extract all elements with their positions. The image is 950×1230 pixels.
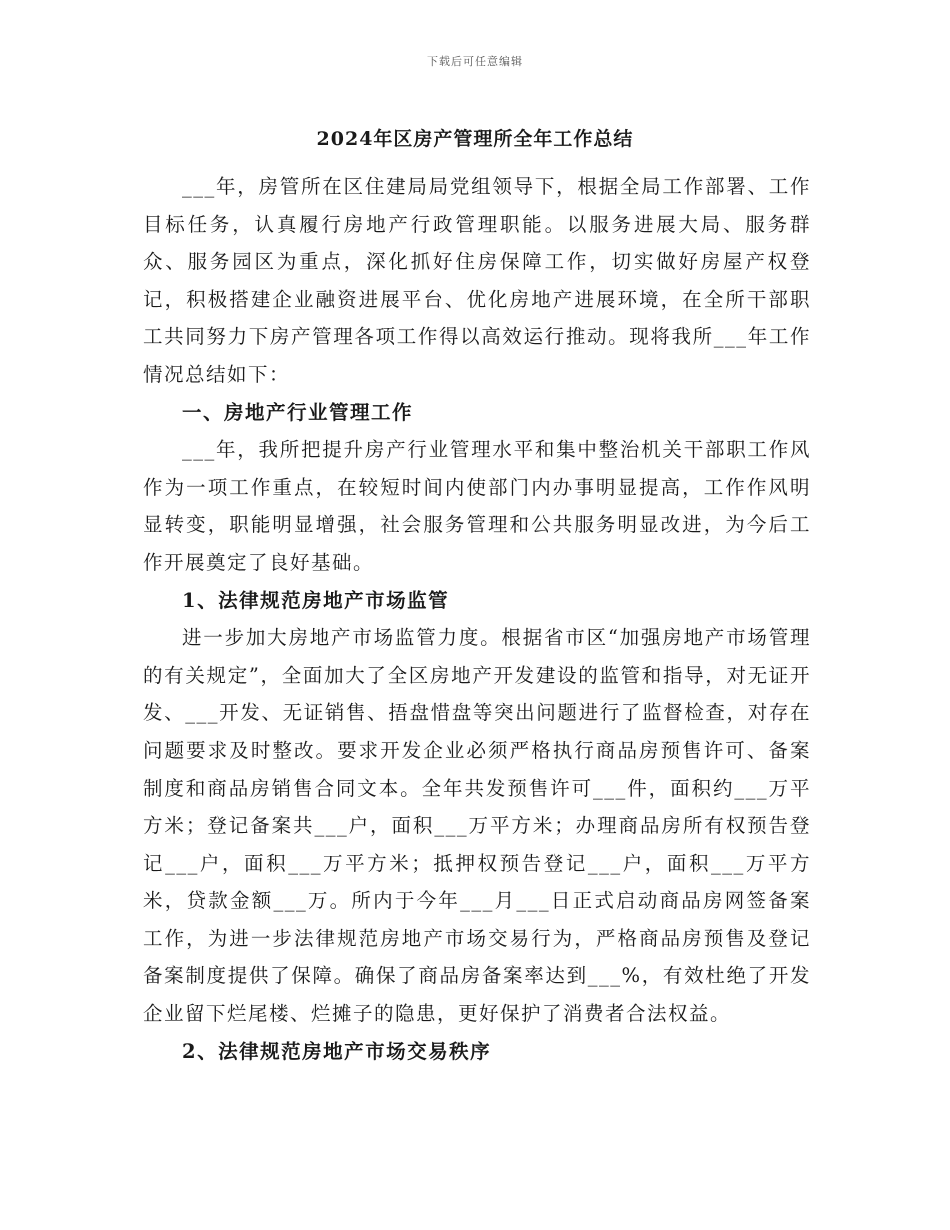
subsection-heading-2: 2、法律规范房地产市场交易秩序 (182, 1039, 492, 1063)
document-body (143, 168, 811, 1070)
subsection-paragraph-1: 进一步加大房地产市场监管力度。根据省市区“加强房地产市场管理的有关规定”，全面加大了全区房地产开发建设的监管和指导，对无证开发、___开发、无证销售、捂盘惜盘等突出问题进行了监督检查，对存在问题要求及时整改。要求开发企业必须严格执行商品房预售许可、备案制度和商品房销售合同文本。全年共发预售许可___件，面积约___万平方米；登记备案共___户，面积___万平方米；办理商品房所有权预告登记___户，面积___万平方米；抵押权预告登记___户，面积___万平方米，贷款金额___万。所内于今年___月___日正式启动商品房网签备案工作，为进一步法律规范房地产市场交易行为，严格商品房预售及登记备案制度提供了保障。确保了商品房备案率达到___%，有效杜绝了开发企业留下烂尾楼、烂摊子的隐患，更好保护了消费者合法权益。 (143, 626, 811, 1026)
section-paragraph-1: ___年，我所把提升房产行业管理水平和集中整治机关干部职工作风作为一项工作重点，在较短时间内使部门内办事明显提高，工作作风明显转变，职能明显增强，社会服务管理和公共服务明显改进，为今后工作开展奠定了良好基础。 (143, 438, 811, 574)
page-header-note: 下载后可任意编辑 (427, 55, 523, 68)
section-heading-1: 一、房地产行业管理工作 (182, 400, 414, 424)
document-title: 2024年区房产管理所全年工作总结 (316, 128, 634, 150)
subsection-heading-1: 1、法律规范房地产市场监管 (182, 588, 450, 612)
intro-paragraph: ___年，房管所在区住建局局党组领导下，根据全局工作部署、工作目标任务，认真履行房地产行政管理职能。以服务进展大局、服务群众、服务园区为重点，深化抓好住房保障工作，切实做好房屋产权登记，积极搭建企业融资进展平台、优化房地产进展环境，在全所干部职工共同努力下房产管理各项工作得以高效运行推动。现将我所___年工作情况总结如下： (143, 175, 811, 386)
